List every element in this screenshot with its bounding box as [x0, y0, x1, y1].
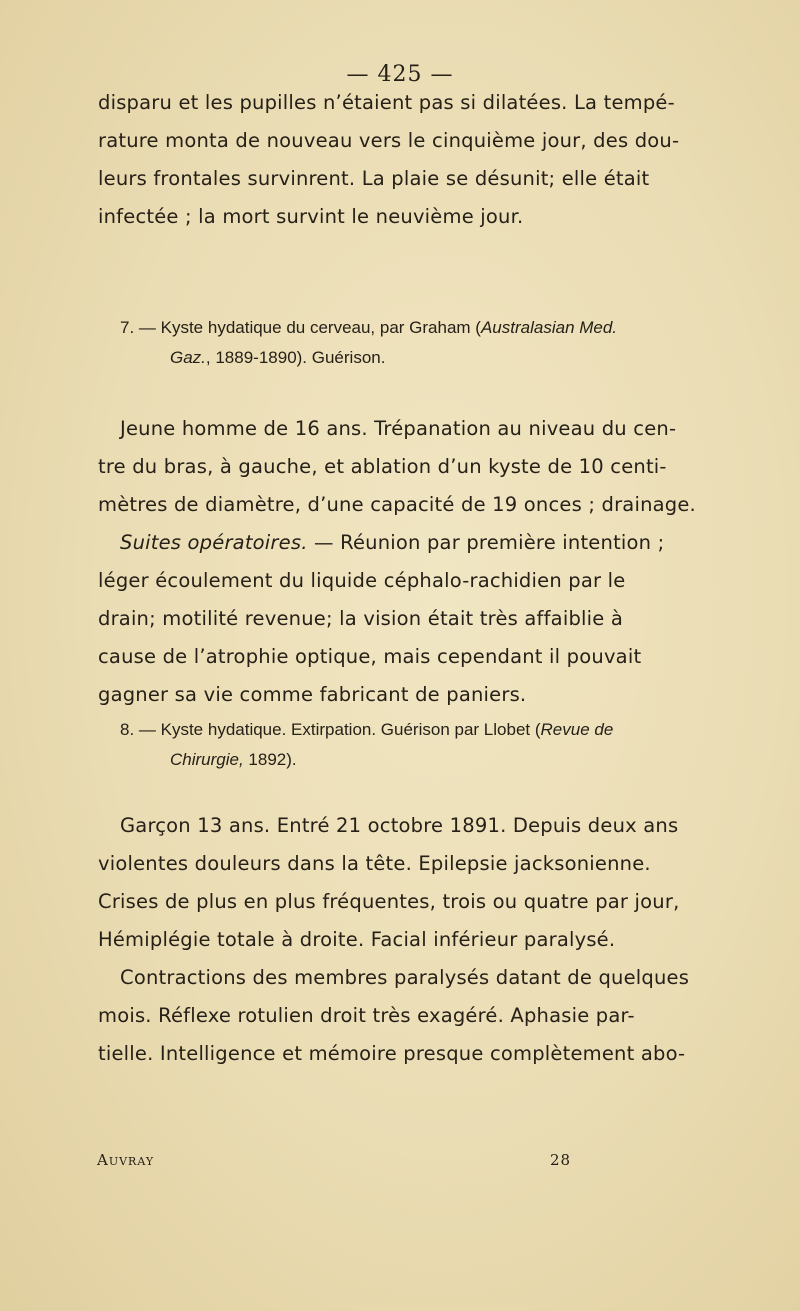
case-7-citation: , 1889-1890). Guérison. — [205, 348, 386, 367]
text-line: cause de l’atrophie optique, mais cependant il pouvait — [98, 645, 642, 668]
text-line: Crises de plus en plus fréquentes, trois ou quatre par jour, — [98, 890, 680, 913]
text-line: tielle. Intelligence et mémoire presque complètement abo- — [98, 1042, 686, 1065]
printer-signature: Auvray — [97, 1151, 155, 1169]
text-line: violentes douleurs dans la tête. Epilepsie jacksonienne. — [98, 852, 651, 875]
text-line: drain; motilité revenue; la vision était très affaiblie à — [98, 607, 623, 630]
case-8-title: 8. — Kyste hydatique. Extirpation. Guérison par Llobet ( — [120, 720, 541, 739]
text-line: leurs frontales survinrent. La plaie se désunit; elle était — [98, 167, 650, 190]
paragraph-case8 — [98, 807, 702, 1073]
text-line: tre du bras, à gauche, et ablation d’un kyste de 10 centi- — [98, 455, 667, 478]
text-line: infectée ; la mort survint le neuvième jour. — [98, 205, 524, 228]
case-7-heading — [120, 313, 740, 373]
case-8-citation: 1892). — [243, 750, 297, 769]
text-line: Contractions des membres paralysés datant de quelques — [120, 966, 690, 989]
text-line: gagner sa vie comme fabricant de paniers. — [98, 683, 527, 706]
text-line: rature monta de nouveau vers le cinquième jour, des dou- — [98, 129, 680, 152]
case-7-title: 7. — Kyste hydatique du cerveau, par Graham ( — [120, 318, 481, 337]
page-number: — 425 — — [346, 62, 454, 87]
text-line: disparu et les pupilles n’étaient pas si dilatées. La tempé- — [98, 91, 675, 114]
text-line: Jeune homme de 16 ans. Trépanation au niveau du cen- — [120, 417, 677, 440]
sheet-number: 28 — [550, 1151, 572, 1169]
text-line: — Réunion par première intention ; — [307, 531, 665, 554]
text-line: Hémiplégie totale à droite. Facial inférieur paralysé. — [98, 928, 616, 951]
text-line: mètres de diamètre, d’une capacité de 19 onces ; drainage. — [98, 493, 696, 516]
text-line: mois. Réflexe rotulien droit très exagéré. Aphasie par- — [98, 1004, 635, 1027]
paragraph-case7 — [98, 410, 702, 714]
journal-name: Revue de — [540, 720, 614, 739]
paragraph-case6-end — [98, 84, 702, 236]
text-line: léger écoulement du liquide céphalo-rachidien par le — [98, 569, 626, 592]
journal-name-cont: Gaz. — [170, 348, 206, 367]
journal-name: Australasian Med. — [480, 318, 618, 337]
suites-operatoires-label: Suites opératoires. — [120, 531, 308, 554]
text-line: Garçon 13 ans. Entré 21 octobre 1891. Depuis deux ans — [120, 814, 679, 837]
journal-name-cont: Chirurgie, — [170, 750, 244, 769]
case-8-heading — [120, 715, 740, 775]
